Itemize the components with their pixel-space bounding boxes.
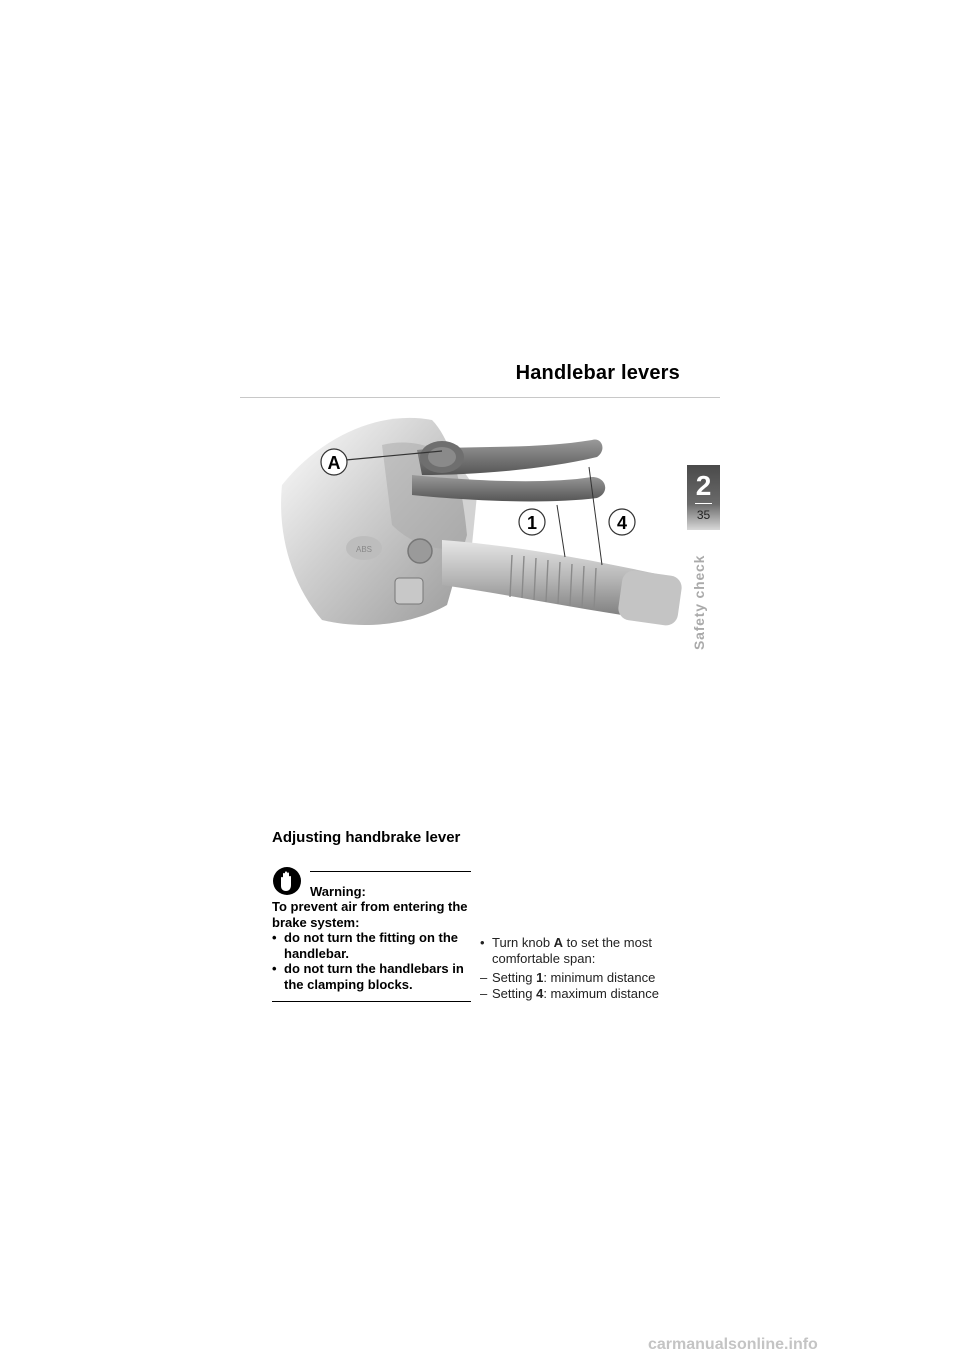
- dimension-line-1: [557, 505, 565, 557]
- setting-number: 1: [536, 970, 544, 985]
- chapter-tab: [687, 465, 720, 530]
- setting-text: : maximum distance: [543, 985, 659, 1001]
- setting-item: [480, 986, 700, 1002]
- setting-mark: –: [480, 970, 488, 985]
- warning-bottom-rule: [272, 1001, 471, 1002]
- step-text: to set the most comfortable span:: [492, 935, 652, 966]
- abs-label: ABS: [356, 545, 373, 554]
- callout-1: 1: [526, 513, 538, 533]
- warning-item: [272, 930, 477, 961]
- setting-text: Setting: [492, 985, 537, 1001]
- callout-a: A: [327, 453, 341, 473]
- knob-label: A: [553, 935, 564, 950]
- bullet-mark: •: [272, 961, 277, 976]
- warning-intro: To prevent air from entering the brake system:: [272, 899, 468, 930]
- start-button: [408, 539, 432, 563]
- watermark: carmanualsonline.info: [648, 1336, 818, 1353]
- bullet-mark: •: [272, 930, 277, 945]
- setting-number: 4: [536, 985, 544, 1001]
- chapter-side-label: Safety check: [691, 554, 707, 650]
- hand-stop-icon: [272, 866, 302, 896]
- title-divider: [240, 397, 720, 398]
- section-heading: Adjusting handbrake lever: [272, 829, 461, 846]
- grip-end: [617, 569, 683, 627]
- warning-label: Warning:: [310, 884, 366, 899]
- setting-mark: –: [480, 985, 488, 1001]
- setting-text: : minimum distance: [543, 970, 656, 985]
- chapter-number: 2: [695, 470, 712, 501]
- brake-lever-inner: [412, 475, 605, 501]
- hazard-switch: [395, 578, 423, 604]
- warning-item-text: do not turn the handlebars in the clamping blocks.: [284, 961, 464, 992]
- page-number: 35: [696, 508, 711, 522]
- instructions: [480, 935, 700, 1001]
- page-title: Handlebar levers: [515, 362, 680, 384]
- setting-item: [480, 970, 700, 986]
- warning-text: [272, 899, 477, 992]
- callout-4: 4: [616, 513, 628, 533]
- warning-item-text: do not turn the fitting on the handlebar.: [284, 930, 459, 961]
- step-text: Turn knob: [492, 935, 554, 950]
- tab-divider: [695, 503, 712, 504]
- step-mark: •: [480, 935, 485, 950]
- handlebar-lever-illustration: [262, 405, 702, 645]
- setting-text: Setting: [492, 970, 537, 985]
- warning-item: [272, 961, 477, 992]
- warning-top-rule: [310, 871, 471, 872]
- instruction-step: [480, 935, 700, 966]
